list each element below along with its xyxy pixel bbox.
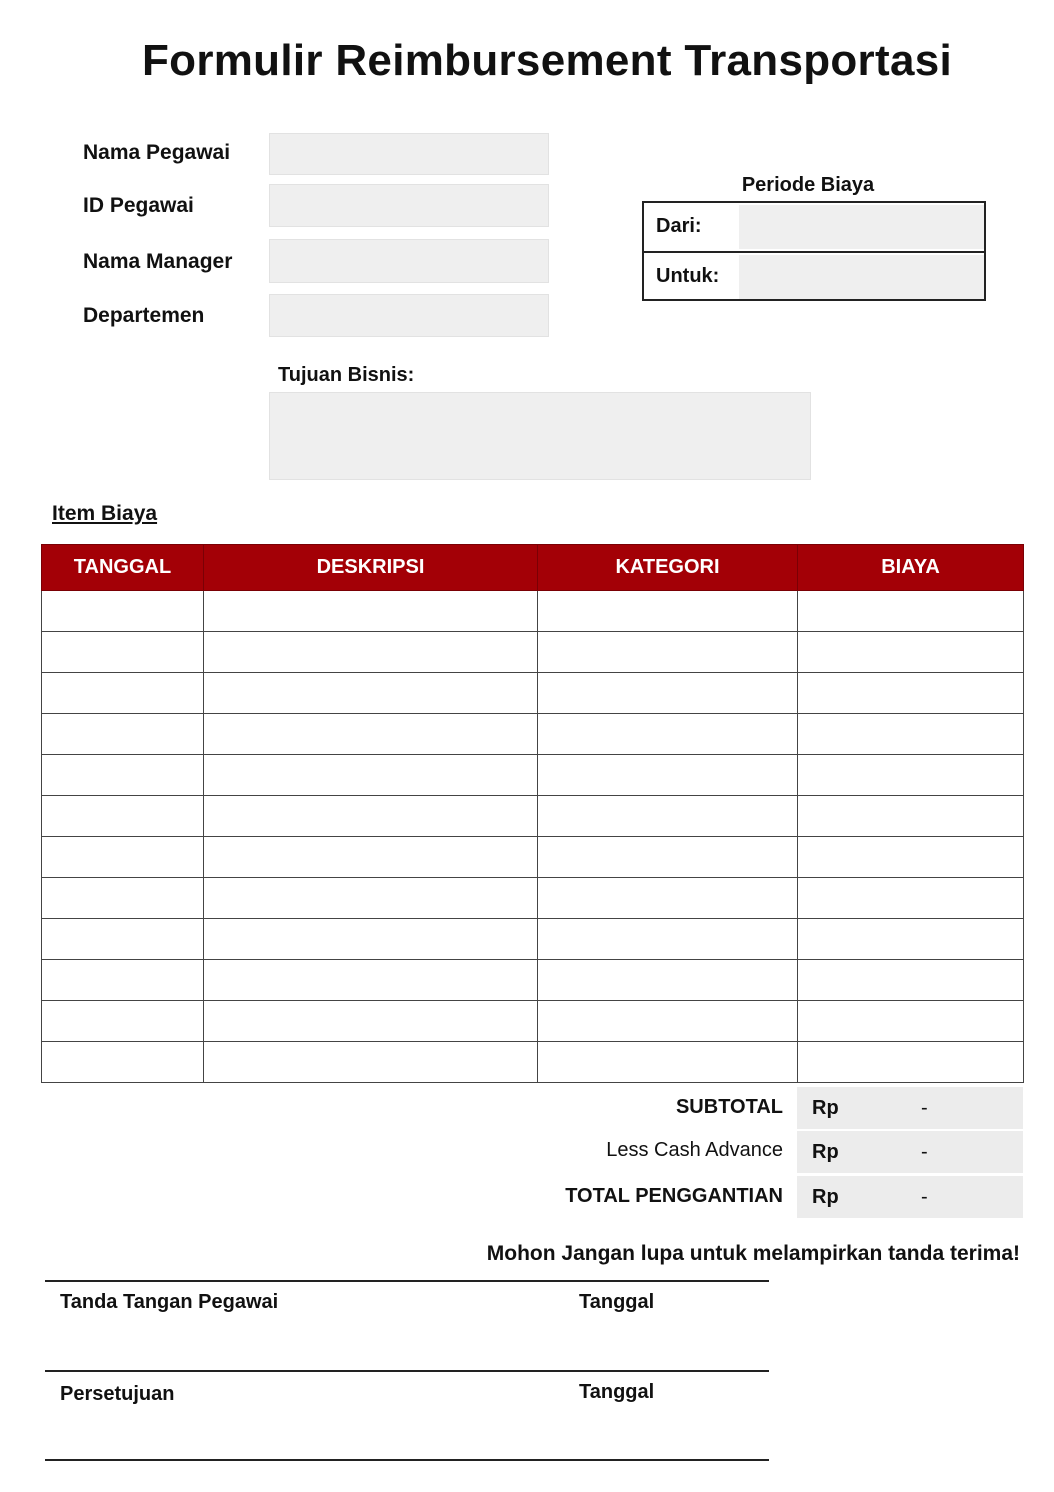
period-box (642, 201, 986, 301)
category-cell[interactable] (538, 837, 798, 878)
description-cell[interactable] (204, 1042, 538, 1083)
department-label: Departemen (83, 304, 205, 327)
total-label: TOTAL PENGGANTIAN (565, 1185, 783, 1207)
approval-signature-date-label: Tanggal (579, 1381, 655, 1403)
column-header-category: KATEGORI (538, 545, 798, 591)
category-cell[interactable] (538, 796, 798, 837)
table-row (42, 632, 1024, 673)
date-cell[interactable] (42, 919, 204, 960)
column-header-description: DESKRIPSI (204, 545, 538, 591)
business-purpose-label: Tujuan Bisnis: (278, 364, 415, 386)
table-header-row (42, 545, 1024, 591)
date-cell[interactable] (42, 714, 204, 755)
category-cell[interactable] (538, 591, 798, 632)
table-row (42, 919, 1024, 960)
manager-name-label: Nama Manager (83, 250, 233, 273)
description-cell[interactable] (204, 919, 538, 960)
cost-cell[interactable] (798, 1001, 1024, 1042)
date-cell[interactable] (42, 1042, 204, 1083)
signature-line-middle (45, 1370, 769, 1372)
table-row (42, 673, 1024, 714)
business-purpose-field[interactable] (269, 392, 811, 480)
subtotal-value: - (921, 1097, 928, 1119)
category-cell[interactable] (538, 1042, 798, 1083)
period-from-label: Dari: (656, 215, 702, 237)
cash-advance-value: - (921, 1141, 928, 1163)
cost-cell[interactable] (798, 632, 1024, 673)
cost-cell[interactable] (798, 878, 1024, 919)
date-cell[interactable] (42, 837, 204, 878)
description-cell[interactable] (204, 878, 538, 919)
signature-line-top (45, 1280, 769, 1282)
description-cell[interactable] (204, 960, 538, 1001)
approval-signature-label: Persetujuan (60, 1383, 175, 1405)
page-title: Formulir Reimbursement Transportasi (141, 36, 953, 85)
cost-cell[interactable] (798, 591, 1024, 632)
employee-signature-date-label: Tanggal (579, 1291, 655, 1313)
table-row (42, 714, 1024, 755)
date-cell[interactable] (42, 673, 204, 714)
date-cell[interactable] (42, 960, 204, 1001)
subtotal-field[interactable] (797, 1087, 1023, 1129)
description-cell[interactable] (204, 714, 538, 755)
table-row (42, 837, 1024, 878)
items-heading: Item Biaya (52, 502, 158, 525)
period-to-label: Untuk: (656, 265, 720, 287)
category-cell[interactable] (538, 632, 798, 673)
date-cell[interactable] (42, 878, 204, 919)
period-to-field[interactable] (739, 255, 984, 299)
period-from-row (644, 203, 984, 251)
period-from-field[interactable] (739, 205, 984, 249)
signature-line-bottom (45, 1459, 769, 1461)
category-cell[interactable] (538, 673, 798, 714)
table-row (42, 591, 1024, 632)
cost-cell[interactable] (798, 1042, 1024, 1083)
cash-advance-field[interactable] (797, 1131, 1023, 1173)
description-cell[interactable] (204, 796, 538, 837)
description-cell[interactable] (204, 1001, 538, 1042)
date-cell[interactable] (42, 796, 204, 837)
date-cell[interactable] (42, 632, 204, 673)
category-cell[interactable] (538, 919, 798, 960)
cost-cell[interactable] (798, 673, 1024, 714)
subtotal-currency: Rp (812, 1097, 839, 1119)
category-cell[interactable] (538, 755, 798, 796)
cost-cell[interactable] (798, 796, 1024, 837)
category-cell[interactable] (538, 960, 798, 1001)
category-cell[interactable] (538, 714, 798, 755)
description-cell[interactable] (204, 591, 538, 632)
employee-signature-label: Tanda Tangan Pegawai (60, 1291, 279, 1313)
period-title: Periode Biaya (741, 174, 875, 196)
table-row (42, 960, 1024, 1001)
employee-id-field[interactable] (269, 184, 549, 227)
total-field[interactable] (797, 1176, 1023, 1218)
expense-table (41, 544, 1024, 1083)
column-header-cost: BIAYA (798, 545, 1024, 591)
table-row (42, 878, 1024, 919)
date-cell[interactable] (42, 591, 204, 632)
table-row (42, 1001, 1024, 1042)
cash-advance-currency: Rp (812, 1141, 839, 1163)
description-cell[interactable] (204, 632, 538, 673)
description-cell[interactable] (204, 837, 538, 878)
cost-cell[interactable] (798, 919, 1024, 960)
employee-id-label: ID Pegawai (83, 194, 194, 217)
category-cell[interactable] (538, 1001, 798, 1042)
cost-cell[interactable] (798, 755, 1024, 796)
cost-cell[interactable] (798, 714, 1024, 755)
cost-cell[interactable] (798, 837, 1024, 878)
total-value: - (921, 1186, 928, 1208)
subtotal-label: SUBTOTAL (675, 1096, 783, 1118)
cost-cell[interactable] (798, 960, 1024, 1001)
manager-name-field[interactable] (269, 239, 549, 283)
total-currency: Rp (812, 1186, 839, 1208)
column-header-date: TANGGAL (42, 545, 204, 591)
date-cell[interactable] (42, 1001, 204, 1042)
table-row (42, 1042, 1024, 1083)
date-cell[interactable] (42, 755, 204, 796)
department-field[interactable] (269, 294, 549, 337)
receipt-reminder-note: Mohon Jangan lupa untuk melampirkan tanda terima! (486, 1242, 1020, 1265)
description-cell[interactable] (204, 673, 538, 714)
category-cell[interactable] (538, 878, 798, 919)
description-cell[interactable] (204, 755, 538, 796)
employee-name-field[interactable] (269, 133, 549, 175)
table-row (42, 755, 1024, 796)
cash-advance-label: Less Cash Advance (606, 1139, 783, 1161)
table-row (42, 796, 1024, 837)
period-to-row (644, 253, 984, 301)
employee-name-label: Nama Pegawai (83, 141, 231, 164)
